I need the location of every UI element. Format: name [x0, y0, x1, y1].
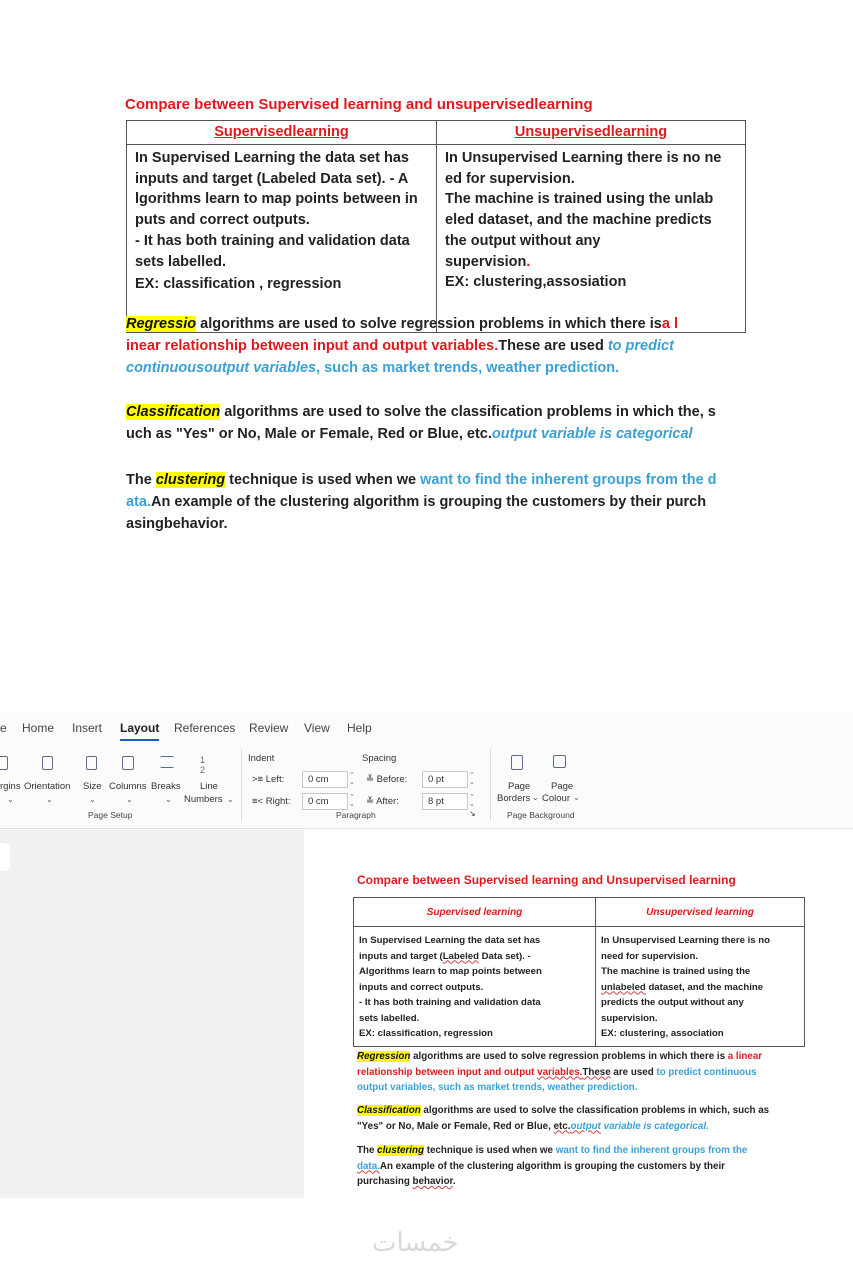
- para-text: algorithms are used to solve the classification problems in which, such as: [420, 1105, 770, 1116]
- tab-review[interactable]: Review: [249, 721, 289, 735]
- page-colour-label: Colour: [542, 793, 570, 804]
- para-text: are used: [610, 1066, 657, 1078]
- cell-text: supervision: [445, 253, 527, 270]
- cell-line: In Supervised Learning the data set has: [135, 150, 409, 166]
- unsupervised-cell: [596, 927, 805, 1047]
- regression-term: Regressio: [126, 316, 197, 332]
- header-unsupervised: Unsupervisedlearning: [437, 121, 746, 145]
- chevron-down-icon: ⌄: [227, 795, 234, 804]
- cell-line: [601, 980, 799, 996]
- cell-text: dataset, and the machine: [645, 981, 764, 993]
- tab-file[interactable]: e: [0, 721, 7, 735]
- para-text: output variable is categorical: [491, 426, 693, 442]
- indent-right-input[interactable]: 0 cm: [302, 793, 348, 810]
- orientation-label: Orientation: [24, 781, 71, 792]
- para-text: The: [126, 472, 156, 488]
- chevron-down-icon: ⌄: [573, 793, 580, 802]
- classification-paragraph: [126, 401, 716, 445]
- columns-icon: [122, 756, 134, 770]
- page-colour-icon: [553, 755, 566, 768]
- para-text: algorithms are used to solve regression problems in which there is: [196, 316, 662, 332]
- comparison-table: [353, 897, 805, 1047]
- comparison-title: Compare between Supervised learning and unsupervisedlearning: [125, 96, 593, 113]
- size-label: Size: [83, 781, 102, 792]
- chevron-down-icon: ⌄: [532, 793, 539, 802]
- cell-line: - It has both training and validation data: [135, 232, 410, 249]
- cell-line: - It has both training and validation data: [359, 997, 541, 1008]
- para-text: output variables, such as market trends, weather prediction.: [357, 1082, 638, 1093]
- comparison-table: [126, 120, 746, 333]
- indent-label: Indent: [248, 753, 275, 764]
- cell-line: inputs and target (Labeled Data set). - A: [135, 170, 409, 187]
- header-supervised: Supervised learning: [354, 898, 596, 927]
- clustering-paragraph: [357, 1143, 747, 1190]
- cell-line: EX: clustering, association: [601, 1028, 724, 1039]
- tab-insert[interactable]: Insert: [72, 721, 103, 735]
- para-text: data.: [357, 1160, 380, 1172]
- cell-line: In Unsupervised Learning there is no: [601, 935, 770, 946]
- cell-text: .: [526, 253, 531, 270]
- cell-line: eled dataset, and the machine predicts: [445, 212, 712, 229]
- regression-paragraph: [357, 1049, 762, 1096]
- margins-label: rgins: [0, 781, 21, 792]
- para-text: asingbehavior.: [126, 516, 228, 532]
- para-text: , such as market trends, weather prediction.: [316, 360, 620, 376]
- regression-paragraph: [126, 313, 678, 379]
- unsupervised-cell: [437, 145, 746, 333]
- para-text: ata.: [126, 494, 151, 510]
- cell-line: supervision.: [601, 1012, 658, 1024]
- spacing-after-label: [366, 796, 399, 807]
- tab-layout[interactable]: Layout: [120, 721, 160, 735]
- spacing-after-input[interactable]: 8 pt: [422, 793, 468, 810]
- tab-help[interactable]: Help: [347, 721, 372, 735]
- classification-term: Classification: [126, 404, 221, 420]
- clustering-paragraph: [126, 469, 717, 535]
- size-icon: [86, 756, 97, 770]
- cell-line: EX: clustering,assosiation: [445, 274, 627, 291]
- cell-line: ed for supervision.: [445, 170, 575, 187]
- para-text: variable is categorical.: [600, 1120, 709, 1132]
- header-unsupervised: Unsupervised learning: [596, 898, 805, 927]
- header-supervised: Supervisedlearning: [127, 121, 437, 145]
- paragraph-launcher-icon[interactable]: ↘: [469, 809, 476, 818]
- spinner-arrows-icon[interactable]: ⌃ ⌄: [469, 772, 475, 786]
- cell-text: Data set). -: [478, 950, 531, 962]
- watermark-logo: خمسات: [372, 1228, 459, 1258]
- para-text: continuousoutput variables: [126, 360, 317, 376]
- para-text: a l: [661, 316, 678, 332]
- page-colour-label: Page: [551, 781, 574, 792]
- para-text: "Yes" or No, Male or Female, Red or Blue,: [357, 1120, 554, 1132]
- para-text: behavior: [412, 1176, 453, 1187]
- group-paragraph: Paragraph: [336, 810, 376, 820]
- para-text: to predict continuous: [656, 1066, 757, 1078]
- para-text: relationship between input and output: [357, 1066, 538, 1078]
- para-text: want to find the inherent groups from the d: [420, 472, 717, 488]
- regression-term: Regression: [357, 1051, 411, 1062]
- cell-line: Algorithms learn to map points between: [359, 966, 542, 977]
- cell-text: Labeled: [442, 950, 479, 962]
- para-text: .: [452, 1176, 456, 1187]
- page-borders-icon: [511, 755, 523, 770]
- word-ribbon: [0, 713, 853, 829]
- cell-line: sets labelled.: [359, 1012, 420, 1024]
- para-text: a linear: [727, 1051, 763, 1062]
- group-page-background: Page Background: [507, 810, 575, 820]
- para-text: technique is used when we: [423, 1145, 556, 1156]
- para-text: inear relationship between input and output variables.: [126, 338, 499, 354]
- para-text: These: [582, 1066, 611, 1078]
- line-numbers-label: Line: [200, 781, 218, 792]
- cell-line: sets labelled.: [135, 253, 227, 270]
- clustering-term: clustering: [155, 472, 226, 488]
- tab-references[interactable]: References: [174, 721, 236, 735]
- spacing-before-input[interactable]: 0 pt: [422, 771, 468, 788]
- para-text: etc.: [553, 1120, 571, 1132]
- navigation-pane: [0, 830, 304, 1198]
- spacing-after-icon: ≚: [366, 796, 377, 807]
- para-text: to predict: [607, 338, 674, 354]
- spacing-before-text: Before:: [376, 774, 408, 785]
- para-text: variables.: [537, 1066, 583, 1078]
- spacing-after-text: After:: [376, 796, 399, 807]
- ribbon-separator: [241, 749, 242, 821]
- indent-right-label: [252, 796, 291, 807]
- cell-line: puts and correct outputs.: [135, 212, 310, 229]
- line-numbers-icon: 1 2: [200, 755, 206, 775]
- cell-line: inputs and correct outputs.: [359, 981, 484, 993]
- columns-label: Columns: [109, 781, 147, 792]
- cell-text: inputs and target (: [359, 950, 443, 962]
- cell-line: EX: classification , regression: [135, 276, 342, 293]
- breaks-label: Breaks: [151, 781, 181, 792]
- indent-right-icon: ≡<: [252, 796, 266, 807]
- para-text: algorithms are used to solve the classification problems in which the, s: [220, 404, 716, 420]
- indent-left-label: [252, 774, 284, 785]
- clustering-term: clustering: [377, 1145, 424, 1156]
- para-text: The: [357, 1145, 378, 1156]
- document-page-bottom: [304, 830, 853, 1198]
- para-text: These are used: [498, 338, 608, 354]
- line-numbers-label: Numbers: [184, 794, 223, 805]
- cell-line: The machine is trained using the: [601, 966, 751, 977]
- cell-line: EX: classification, regression: [359, 1028, 493, 1039]
- indent-left-text: Left:: [265, 774, 285, 785]
- cell-line: need for supervision.: [601, 950, 699, 962]
- cell-line: the output without any: [445, 232, 601, 249]
- cell-line: In Supervised Learning the data set has: [359, 935, 541, 946]
- spacing-label: Spacing: [362, 753, 397, 764]
- para-text: algorithms are used to solve regression problems in which there is: [410, 1051, 728, 1062]
- cell-line: lgorithms learn to map points between in: [135, 191, 418, 208]
- ribbon-separator: [490, 749, 491, 821]
- group-page-setup: Page Setup: [88, 810, 133, 820]
- para-text: An example of the clustering algorithm is grouping the customers by their: [379, 1160, 725, 1172]
- para-text: output: [570, 1120, 601, 1132]
- indent-left-icon: >≡: [252, 774, 266, 785]
- cell-line: predicts the output without any: [601, 997, 744, 1008]
- chevron-down-icon: ⌄: [165, 795, 172, 804]
- pane-toggle-handle[interactable]: [0, 843, 10, 871]
- indent-right-text: Right:: [265, 796, 291, 807]
- spinner-arrows-icon[interactable]: ⌃ ⌄: [349, 772, 355, 786]
- breaks-icon: [160, 756, 174, 768]
- classification-term: Classification: [357, 1105, 421, 1116]
- spacing-before-icon: ≚: [366, 774, 377, 785]
- indent-left-input[interactable]: 0 cm: [302, 771, 348, 788]
- chevron-down-icon: ⌄: [46, 795, 53, 804]
- orientation-icon: [42, 756, 53, 770]
- margins-icon: [0, 756, 8, 770]
- para-text: want to find the inherent groups from the: [555, 1145, 748, 1156]
- tab-view[interactable]: View: [304, 721, 330, 735]
- spacing-before-label: [366, 774, 407, 785]
- tab-home[interactable]: Home: [22, 721, 55, 735]
- cell-text: unlabeled: [601, 981, 646, 993]
- chevron-down-icon: ⌄: [126, 795, 133, 804]
- spinner-arrows-icon[interactable]: ⌃ ⌄: [469, 794, 475, 808]
- para-text: An example of the clustering algorithm is grouping the customers by their purch: [151, 494, 707, 510]
- chevron-down-icon: ⌄: [89, 795, 96, 804]
- cell-line: [359, 949, 590, 965]
- cell-line: In Unsupervised Learning there is no ne: [445, 150, 722, 166]
- para-text: technique is used when we: [225, 472, 421, 488]
- supervised-cell: [354, 927, 596, 1047]
- para-text: purchasing: [357, 1176, 413, 1187]
- comparison-title: Compare between Supervised learning and Unsupervised learning: [357, 873, 736, 887]
- para-text: uch as "Yes" or No, Male or Female, Red or Blue, etc.: [126, 426, 492, 442]
- cell-line: The machine is trained using the unlab: [445, 191, 714, 208]
- chevron-down-icon: ⌄: [7, 795, 14, 804]
- classification-paragraph: [357, 1103, 769, 1134]
- page-borders-label: Page: [508, 781, 531, 792]
- page-borders-label: Borders: [497, 793, 531, 804]
- cell-line: [445, 252, 737, 273]
- spinner-arrows-icon[interactable]: ⌃ ⌄: [349, 794, 355, 808]
- supervised-cell: [127, 145, 437, 333]
